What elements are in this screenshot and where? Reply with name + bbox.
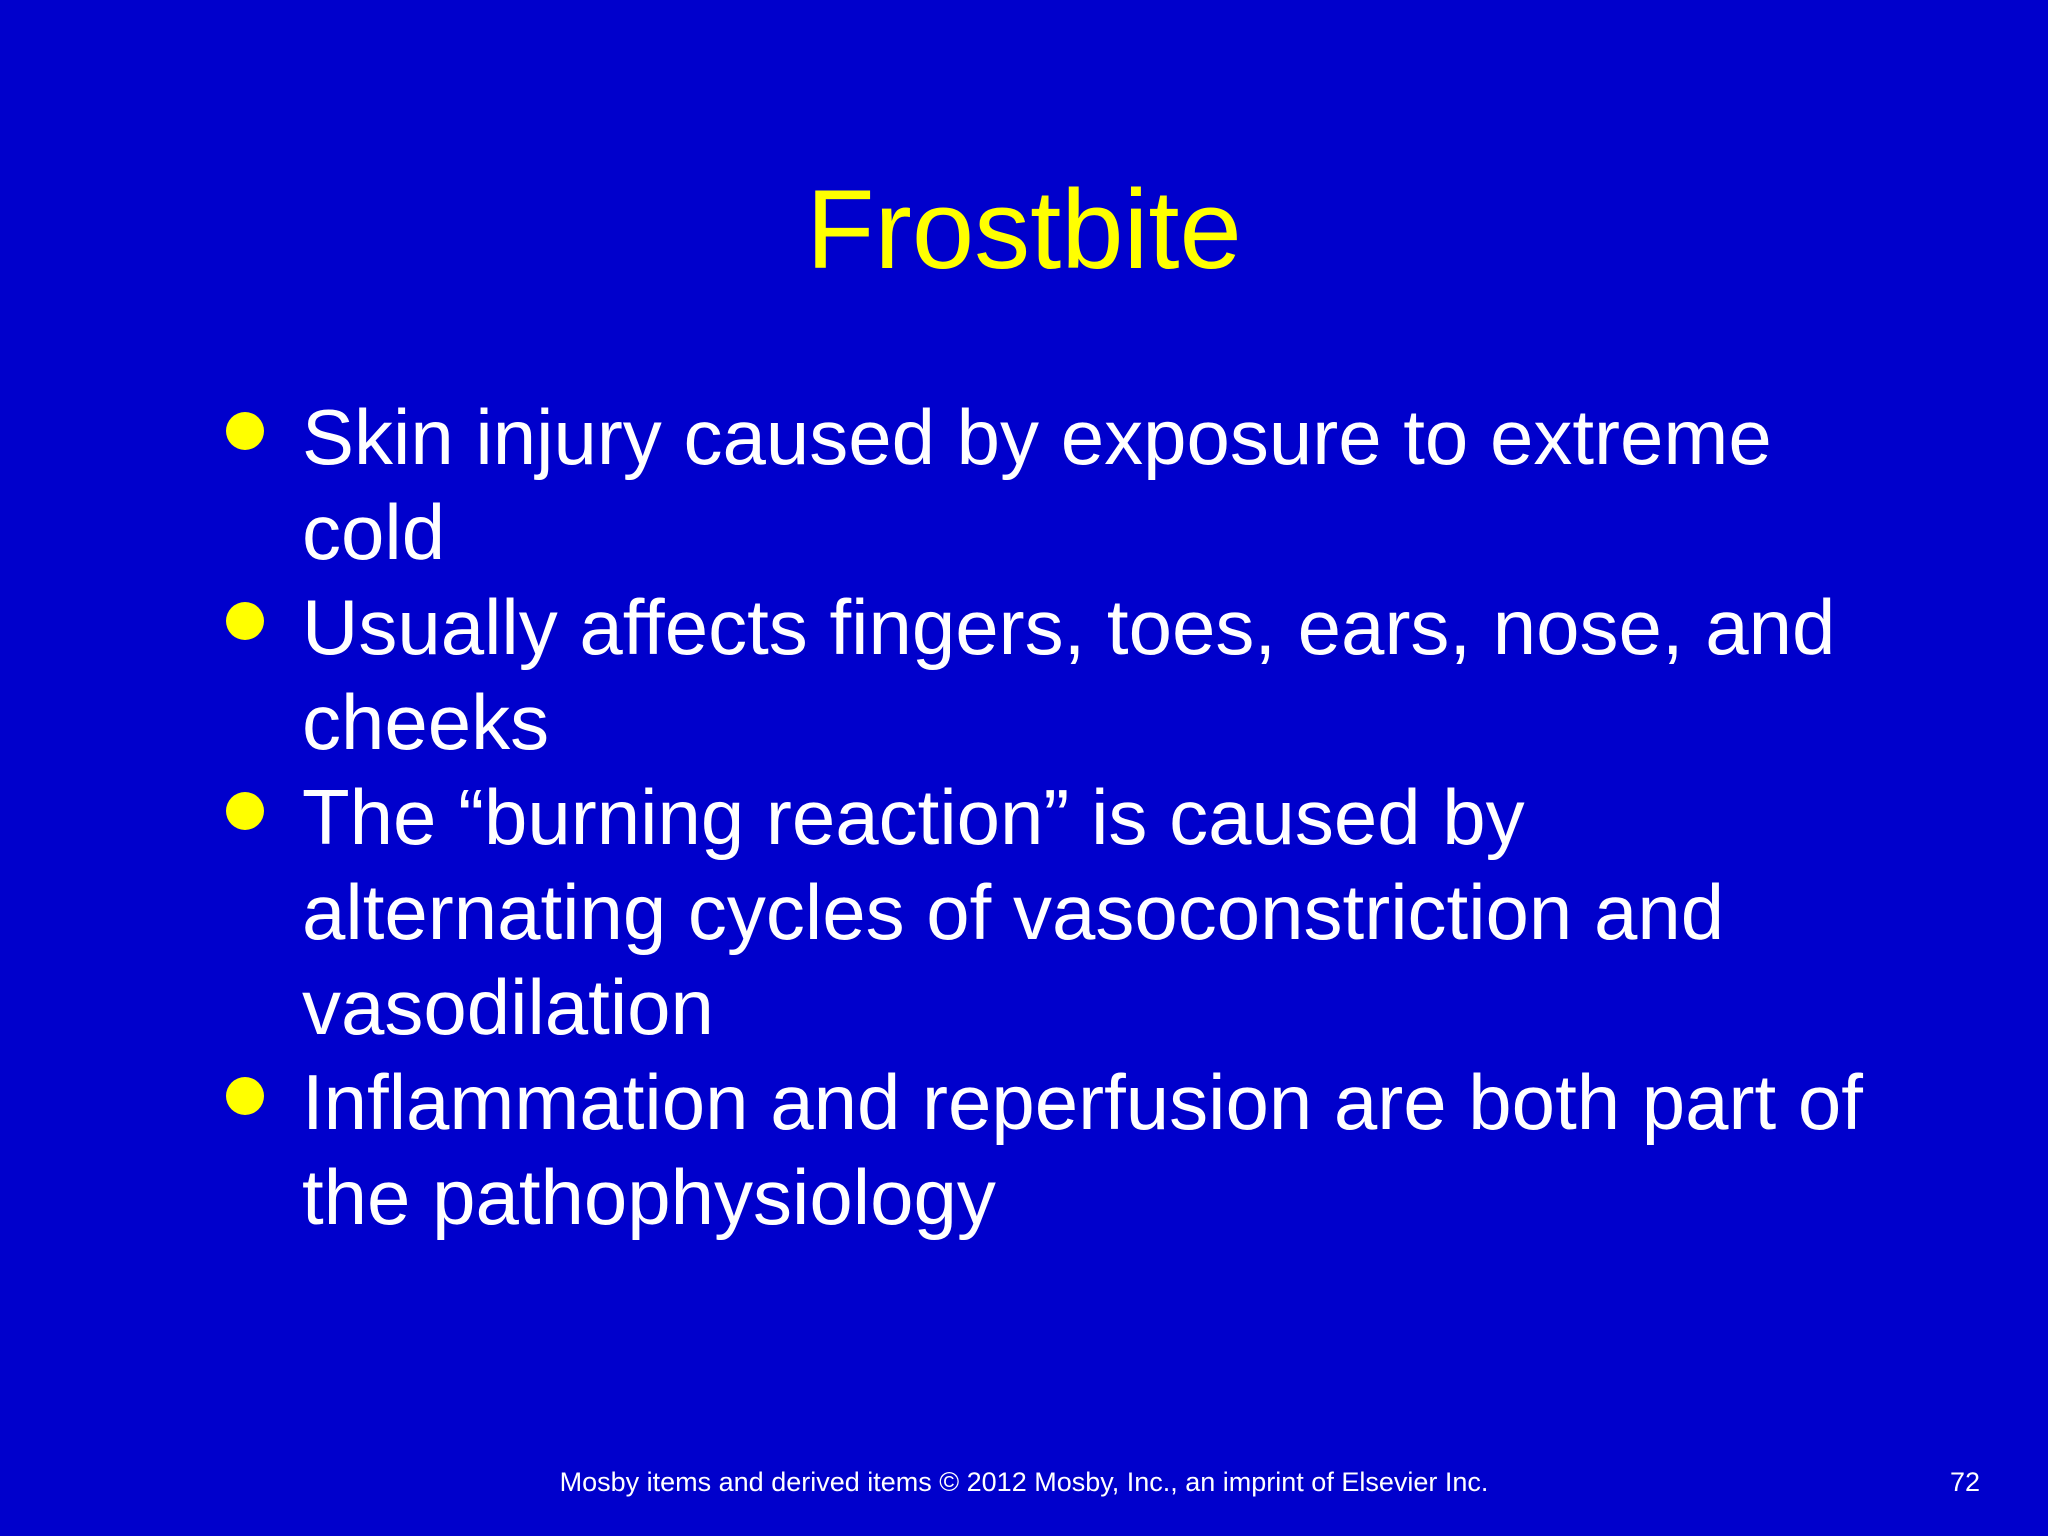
bullet-text: Usually affects fingers, toes, ears, nose, and cheeks (302, 583, 1836, 766)
copyright-footer: Mosby items and derived items © 2012 Mosby, Inc., an imprint of Elsevier Inc. (559, 1467, 1489, 1497)
bullet-dot-icon (226, 792, 264, 830)
bullet-text: Skin injury caused by exposure to extreme cold (302, 393, 1772, 576)
bullet-item (212, 1055, 1892, 1245)
bullet-item (212, 580, 1892, 770)
bullet-list (212, 390, 1892, 1245)
bullet-dot-icon (226, 1077, 264, 1115)
bullet-dot-icon (226, 412, 264, 450)
bullet-text: Inflammation and reperfusion are both part of the pathophysiology (302, 1058, 1863, 1241)
bullet-dot-icon (226, 602, 264, 640)
bullet-item (212, 770, 1892, 1055)
bullet-item (212, 390, 1892, 580)
slide-title: Frostbite (806, 167, 1242, 292)
bullet-text: The “burning reaction” is caused by alternating cycles of vasoconstriction and vasodilation (302, 773, 1725, 1051)
page-number: 72 (1949, 1467, 1980, 1497)
